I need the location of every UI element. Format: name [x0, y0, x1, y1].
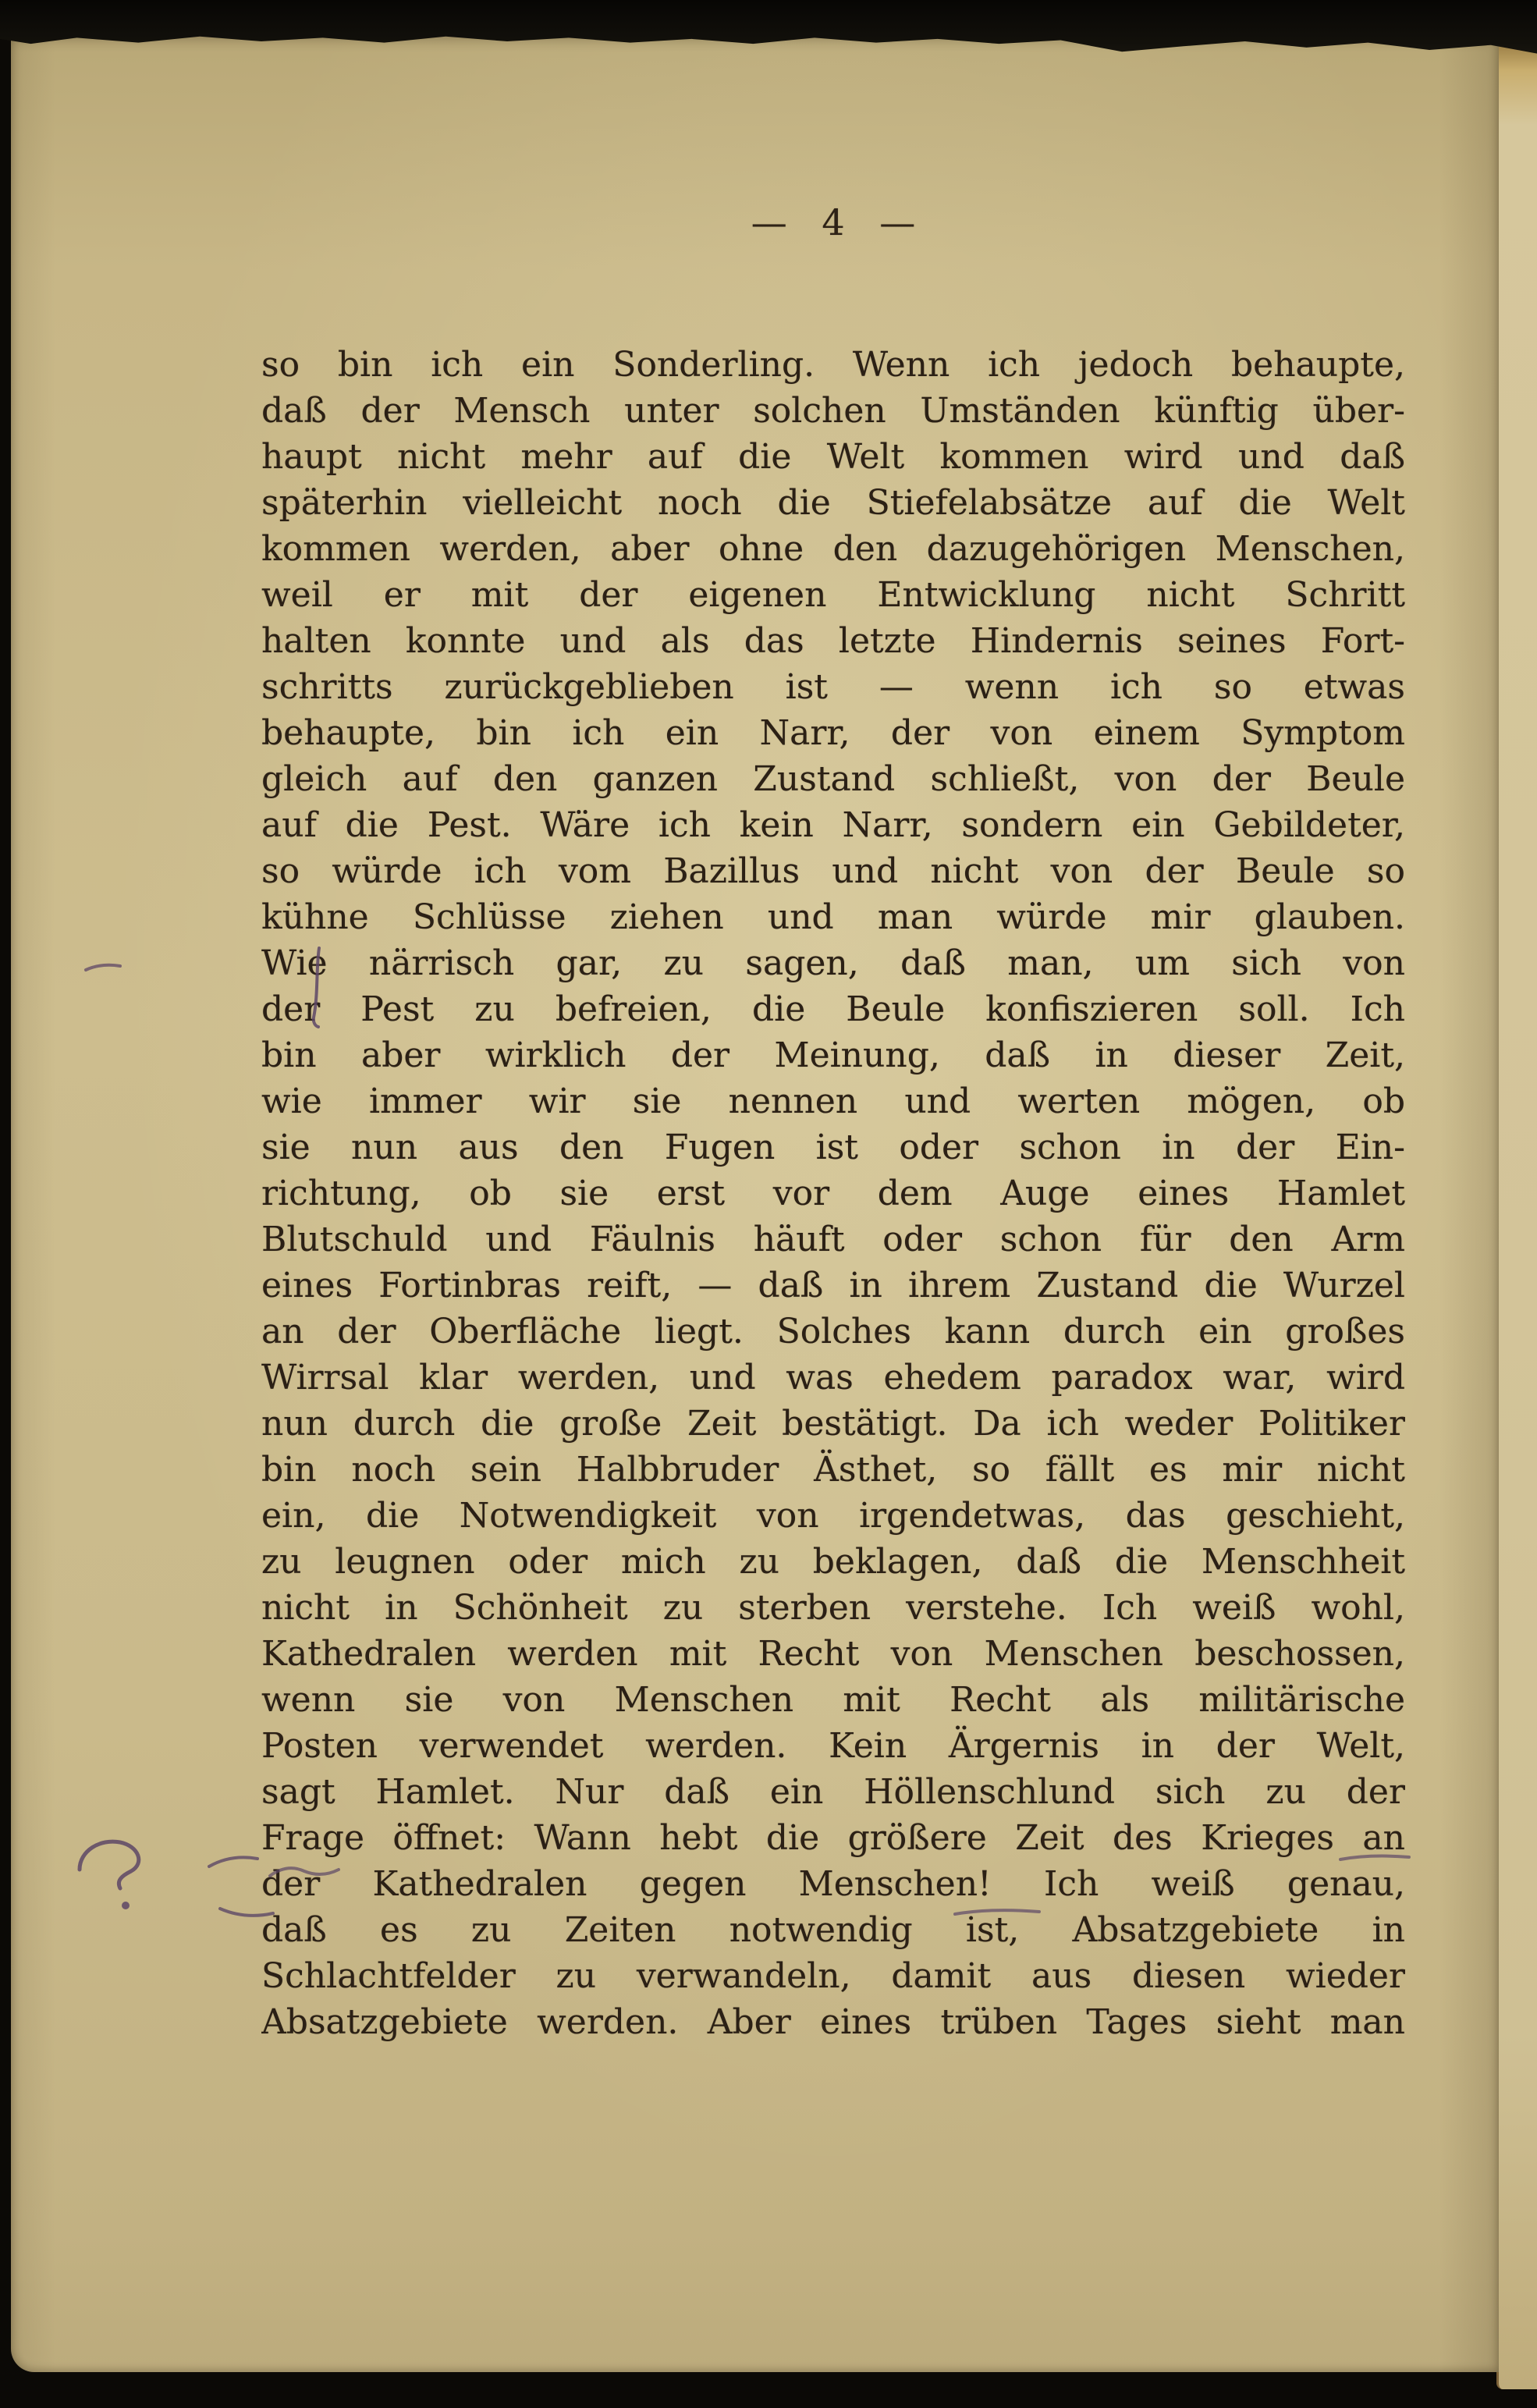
text-line: gleich auf den ganzen Zustand schließt, von der Beule: [261, 759, 1405, 799]
text-line: Schlachtfelder zu verwandeln, damit aus diesen wieder: [261, 1956, 1405, 1996]
tilde-mark-icon: [267, 1862, 342, 1882]
text-line: Frage öffnet: Wann hebt die größere Zeit des Krieges an: [261, 1818, 1405, 1858]
text-line: daß es zu Zeiten notwendig ist, Absatzgebiete in: [261, 1910, 1405, 1950]
text-line: Blutschuld und Fäulnis häuft oder schon für den Arm: [261, 1220, 1405, 1259]
text-line: wie immer wir sie nennen und werten mögen, ob: [261, 1081, 1405, 1121]
text-line: bin noch sein Halbbruder Ästhet, so fällt es mir nicht: [261, 1450, 1405, 1490]
text-line: schritts zurückgeblieben ist — wenn ich so etwas: [261, 667, 1405, 707]
page-number: — 4 —: [751, 201, 916, 243]
margin-dash-icon: [83, 958, 123, 978]
text-line: daß der Mensch unter solchen Umständen künftig über-: [261, 391, 1405, 431]
text-line: eines Fortinbras reift, — daß in ihrem Zustand die Wurzel: [261, 1266, 1405, 1305]
text-line: der Pest zu befreien, die Beule konfiszieren soll. Ich: [261, 989, 1405, 1029]
vertical-stroke-icon: [306, 946, 329, 1030]
text-line: nun durch die große Zeit bestätigt. Da ich weder Politiker: [261, 1404, 1405, 1444]
book-page: [11, 36, 1499, 2372]
text-line: sie nun aus den Fugen ist oder schon in der Ein-: [261, 1128, 1405, 1167]
text-line: Kathedralen werden mit Recht von Menschen beschossen,: [261, 1634, 1405, 1674]
text-line: weil er mit der eigenen Entwicklung nicht Schritt: [261, 575, 1405, 615]
text-line: sagt Hamlet. Nur daß ein Höllenschlund sich zu der: [261, 1772, 1405, 1812]
overline-mark-icon: [952, 1905, 1044, 1920]
text-line: auf die Pest. Wäre ich kein Narr, sondern ein Gebildeter,: [261, 805, 1405, 845]
underline-mark-icon: [1337, 1851, 1412, 1865]
body-text: [261, 342, 1405, 2045]
text-line: ein, die Notwendigkeit von irgendetwas, das geschieht,: [261, 1496, 1405, 1536]
text-line: halten konnte und als das letzte Hindernis seines Fort-: [261, 621, 1405, 661]
text-line: richtung, ob sie erst vor dem Auge eines Hamlet: [261, 1174, 1405, 1213]
text-line: nicht in Schönheit zu sterben verstehe. Ich weiß wohl,: [261, 1588, 1405, 1628]
text-line: Wie närrisch gar, zu sagen, daß man, um sich von: [261, 943, 1405, 983]
text-line: kühne Schlüsse ziehen und man würde mir glauben.: [261, 897, 1405, 937]
text-line: späterhin vielleicht noch die Stiefelabsätze auf die Welt: [261, 483, 1405, 523]
margin-dash-icon: [206, 1851, 262, 1873]
text-line: Absatzgebiete werden. Aber eines trüben Tages sieht man: [261, 2002, 1405, 2042]
text-line: haupt nicht mehr auf die Welt kommen wird und daß: [261, 437, 1405, 477]
text-line: behaupte, bin ich ein Narr, der von einem Symptom: [261, 713, 1405, 753]
text-line: der Kathedralen gegen Menschen! Ich weiß genau,: [261, 1864, 1405, 1904]
text-line: zu leugnen oder mich zu beklagen, daß die Menschheit: [261, 1542, 1405, 1582]
margin-dash-icon: [217, 1902, 278, 1923]
question-mark-icon: [73, 1835, 167, 1913]
text-line: Wirrsal klar werden, und was ehedem paradox war, wird: [261, 1358, 1405, 1398]
text-line: Posten verwendet werden. Kein Ärgernis in der Welt,: [261, 1726, 1405, 1766]
text-line: an der Oberfläche liegt. Solches kann durch ein großes: [261, 1312, 1405, 1351]
text-line: kommen werden, aber ohne den dazugehörigen Menschen,: [261, 529, 1405, 569]
text-line: so bin ich ein Sonderling. Wenn ich jedoch behaupte,: [261, 345, 1405, 385]
text-line: so würde ich vom Bazillus und nicht von der Beule so: [261, 851, 1405, 891]
text-line: wenn sie von Menschen mit Recht als militärische: [261, 1680, 1405, 1720]
text-line: bin aber wirklich der Meinung, daß in dieser Zeit,: [261, 1035, 1405, 1075]
adjacent-page-edge: [1496, 0, 1537, 2389]
